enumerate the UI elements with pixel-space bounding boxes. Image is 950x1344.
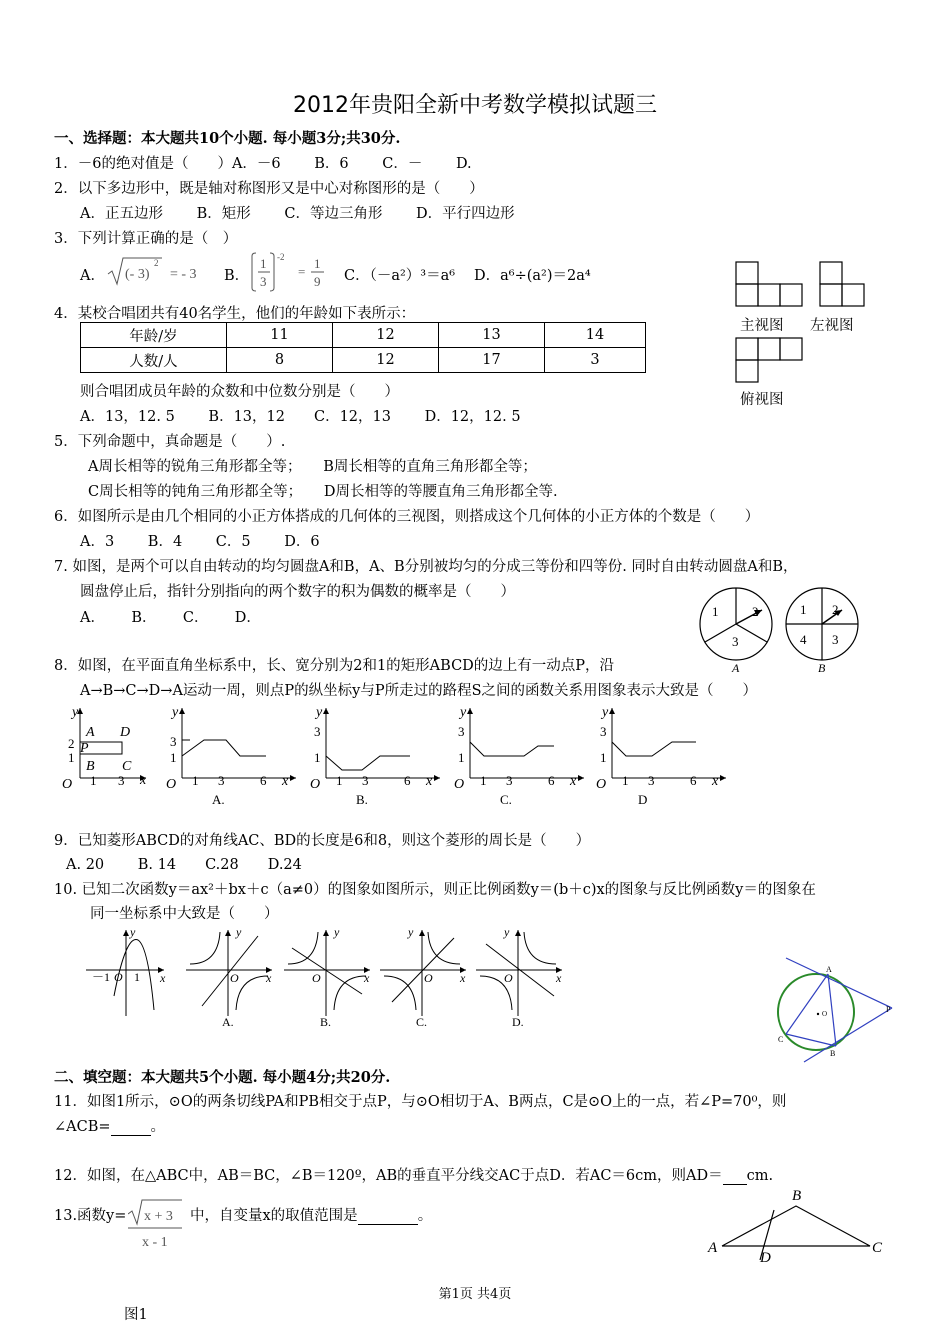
svg-text:y: y — [460, 705, 467, 720]
question-5: 5．下列命题中，真命题是（ ）. — [54, 434, 286, 450]
svg-text:6: 6 — [260, 773, 267, 788]
question-13-line — [190, 1204, 432, 1225]
q3-option-c: C．（－a²）³＝a⁶ — [344, 268, 456, 284]
front-view-label: 主视图 — [740, 318, 784, 334]
svg-text:2: 2 — [68, 736, 75, 751]
question-2-options: A．正五边形 B．矩形 C．等边三角形 D．平行四边形 — [80, 206, 515, 222]
fraction-power-formula — [248, 250, 338, 294]
svg-text:3: 3 — [362, 773, 369, 788]
question-8-line2: A→B→C→D→A运动一周，则点P的纵坐标y与P所走过的路程S之间的函数关系用图象表示大致是（ ） — [80, 683, 758, 699]
answer-blank — [723, 1168, 747, 1185]
svg-text:O: O — [454, 777, 465, 792]
question-5-options-cd: C周长相等的钝角三角形都全等； D周长相等的等腰直角三角形都全等. — [88, 484, 558, 500]
q12-end: cm. — [746, 1168, 774, 1184]
svg-text:1: 1 — [170, 750, 177, 765]
top-view-label: 俯视图 — [740, 392, 784, 408]
svg-text:A: A — [826, 965, 832, 974]
svg-text:1: 1 — [458, 750, 465, 765]
graph-option-a — [166, 705, 296, 806]
svg-text:O: O — [596, 777, 607, 792]
q13-text: 中，自变量x的取值范围是 — [190, 1208, 358, 1224]
question-11: 11．如图1所示，⊙O的两条切线PA和PB相交于点P，与⊙O相切于A、B两点，C是⊙O上的一点，若∠P=70⁰，则 — [54, 1094, 787, 1110]
svg-text:3: 3 — [506, 773, 513, 788]
svg-text:3: 3 — [314, 724, 321, 739]
graph-option-a — [186, 925, 272, 1029]
svg-text:1: 1 — [192, 773, 199, 788]
svg-text:1: 1 — [622, 773, 629, 788]
svg-text:C: C — [872, 1240, 883, 1256]
disc-b-number: 4 — [800, 632, 807, 647]
svg-text:1: 1 — [480, 773, 487, 788]
svg-text:D: D — [120, 725, 131, 740]
svg-text:1: 1 — [336, 773, 343, 788]
table-cell: 人数/人 — [81, 348, 227, 373]
table-cell: 12 — [333, 323, 439, 348]
frac-result-den: 9 — [314, 274, 321, 289]
frac-num: 1 — [260, 256, 267, 271]
svg-text:A.: A. — [212, 792, 225, 806]
svg-text:A: A — [708, 1240, 718, 1256]
svg-text:y: y — [316, 705, 323, 720]
graph-option-d — [596, 705, 726, 806]
q13-end: 。 — [417, 1208, 433, 1224]
svg-text:P: P — [886, 1005, 891, 1014]
svg-text:D.: D. — [512, 1015, 524, 1029]
graph-option-c — [380, 925, 466, 1029]
svg-text:x: x — [712, 774, 719, 789]
svg-text:A.: A. — [222, 1015, 234, 1029]
svg-text:A: A — [86, 725, 95, 740]
svg-text:1: 1 — [68, 750, 75, 765]
sqrt-formula — [106, 254, 216, 290]
svg-text:3: 3 — [118, 773, 125, 788]
question-1: 1．－6的绝对值是（ ）A．－6 B．6 C．－ D. — [54, 156, 472, 172]
table-cell: 11 — [227, 323, 333, 348]
left-view-label: 左视图 — [810, 318, 854, 334]
question-4-follow: 则合唱团成员年龄的众数和中位数分别是（ ） — [80, 384, 399, 400]
table-row — [81, 323, 646, 348]
svg-text:O: O — [62, 777, 73, 792]
answer-blank — [358, 1208, 418, 1225]
svg-text:O: O — [504, 971, 513, 985]
question-8: 8．如图，在平面直角坐标系中，长、宽分别为2和1的矩形ABCD的边上有一动点P，沿 — [54, 658, 615, 674]
svg-text:y: y — [130, 925, 136, 939]
svg-text:B: B — [792, 1188, 802, 1204]
question-12 — [54, 1164, 773, 1185]
svg-text:x: x — [160, 971, 166, 985]
table-cell: 12 — [333, 348, 439, 373]
svg-text:y: y — [172, 705, 179, 720]
q13-numerator: x + 3 — [144, 1209, 173, 1224]
svg-text:3: 3 — [458, 724, 465, 739]
svg-text:O: O — [114, 970, 123, 984]
q3-option-d: D．a⁶÷(a²)＝2a⁴ — [474, 268, 591, 284]
frac-eq: = — [298, 264, 306, 279]
svg-text:x: x — [282, 774, 289, 789]
sqrt-radicand: (- 3) — [125, 267, 150, 282]
svg-text:y: y — [236, 925, 242, 939]
graph-option-b — [284, 925, 370, 1029]
q11-end: 。 — [150, 1119, 166, 1135]
parabola-graph — [86, 925, 166, 1016]
svg-text:B.: B. — [356, 792, 368, 806]
svg-text:y: y — [602, 705, 609, 720]
question-3: 3．下列计算正确的是（ ） — [54, 231, 238, 247]
table-cell: 13 — [439, 323, 545, 348]
question-10-line2: 同一坐标系中大致是（ ） — [90, 906, 279, 922]
svg-text:B: B — [86, 759, 95, 774]
svg-text:x: x — [266, 971, 272, 985]
svg-text:O: O — [310, 777, 321, 792]
svg-text:3: 3 — [648, 773, 655, 788]
table-cell: 17 — [439, 348, 545, 373]
svg-text:1: 1 — [314, 750, 321, 765]
svg-text:1: 1 — [134, 970, 140, 984]
question-4-options: A．13，12. 5 B．13，12 C．12，13 D．12，12. 5 — [80, 409, 521, 425]
svg-text:x: x — [140, 773, 147, 788]
triangle-figure — [702, 1186, 892, 1266]
spinner-discs-figure — [696, 586, 866, 676]
question-5-options-ab: A周长相等的锐角三角形都全等； B周长相等的直角三角形都全等； — [88, 459, 537, 475]
disc-b-number: 1 — [800, 602, 807, 617]
disc-b-label: B — [818, 661, 826, 675]
svg-text:3: 3 — [170, 734, 177, 749]
disc-a-number: 2 — [752, 604, 759, 619]
q13-formula — [128, 1196, 188, 1252]
svg-text:O: O — [312, 971, 321, 985]
disc-a-number: 1 — [712, 604, 719, 619]
frac-den: 3 — [260, 274, 267, 289]
q11-text: ∠ACB= — [54, 1119, 111, 1135]
disc-a-number: 3 — [732, 634, 739, 649]
q3-option-a-label: A． — [80, 268, 105, 284]
question-9: 9．已知菱形ABCD的对角线AC、BD的长度是6和8，则这个菱形的周长是（ ） — [54, 833, 591, 849]
question-13-prefix: 13.函数y= — [54, 1208, 127, 1224]
svg-text:－1: －1 — [92, 970, 111, 984]
question-7-options: A． B． C． D． — [80, 610, 261, 626]
question-4: 4．某校合唱团共有40名学生，他们的年龄如下表所示： — [54, 306, 416, 322]
svg-text:1: 1 — [600, 750, 607, 765]
svg-text:6: 6 — [690, 773, 697, 788]
question-11-line2 — [54, 1115, 165, 1136]
question-7: 7. 如图，是两个可以自由转动的均匀圆盘A和B，A、B分别被均匀的分成三等份和四等份. 同时自由转动圆盘A和B， — [54, 559, 798, 575]
q13-denominator: x - 1 — [142, 1235, 168, 1250]
svg-text:6: 6 — [548, 773, 555, 788]
svg-text:C: C — [122, 759, 132, 774]
table-cell: 年龄/岁 — [81, 323, 227, 348]
graph-option-c — [454, 705, 584, 806]
svg-text:B.: B. — [320, 1015, 332, 1029]
svg-text:y: y — [72, 705, 79, 720]
svg-text:B: B — [830, 1049, 836, 1058]
section-2-heading: 二、填空题：本大题共5个小题. 每小题4分;共20分. — [54, 1069, 391, 1086]
table-cell: 3 — [545, 348, 646, 373]
question-7-line2: 圆盘停止后，指针分别指向的两个数字的积为偶数的概率是（ ） — [80, 584, 515, 600]
page-footer: 第1页 共4页 — [438, 1287, 512, 1302]
svg-text:x: x — [460, 971, 466, 985]
table-row — [81, 348, 646, 373]
figure-1-label: 图1 — [124, 1307, 148, 1323]
svg-text:D: D — [760, 1250, 771, 1266]
graph-option-b — [310, 705, 440, 806]
svg-text:1: 1 — [90, 773, 97, 788]
svg-text:O: O — [822, 1010, 828, 1018]
q10-graphs — [86, 924, 566, 1030]
rectangle-graph — [62, 705, 147, 792]
svg-text:6: 6 — [404, 773, 411, 788]
question-6: 6．如图所示是由几个相同的小正方体搭成的几何体的三视图，则搭成这个几何体的小正方体的个数是（ ） — [54, 509, 760, 525]
q3-option-b-label: B． — [224, 268, 250, 284]
svg-text:y: y — [408, 925, 414, 939]
section-1-heading: 一、选择题：本大题共10个小题. 每小题3分;共30分. — [54, 130, 401, 147]
svg-text:P: P — [80, 741, 89, 756]
graph-option-d — [476, 925, 562, 1029]
frac-exp: -2 — [277, 252, 285, 262]
svg-text:x: x — [570, 774, 577, 789]
svg-text:x: x — [556, 971, 562, 985]
svg-text:y: y — [334, 925, 340, 939]
svg-text:O: O — [424, 971, 433, 985]
question-9-options: A. 20 B. 14 C.28 D.24 — [66, 857, 302, 873]
svg-text:x: x — [426, 774, 433, 789]
age-table — [80, 322, 646, 373]
disc-b-number: 2 — [832, 602, 839, 617]
disc-b-number: 3 — [832, 632, 839, 647]
svg-text:3: 3 — [600, 724, 607, 739]
question-10: 10. 已知二次函数y＝ax²＋bx＋c（a≠0）的图象如图所示，则正比例函数y＝(b＋c)x的图象与反比例函数y＝的图象在 — [54, 882, 816, 898]
answer-blank — [111, 1119, 151, 1136]
disc-a-label: A — [732, 661, 740, 675]
table-cell: 8 — [227, 348, 333, 373]
svg-text:x: x — [364, 971, 370, 985]
question-6-options: A．3 B．4 C．5 D．6 — [80, 534, 320, 550]
q8-graphs — [56, 700, 736, 806]
svg-text:3: 3 — [218, 773, 225, 788]
svg-text:C.: C. — [416, 1015, 428, 1029]
sqrt-result: = - 3 — [170, 267, 197, 282]
svg-text:C: C — [778, 1035, 784, 1044]
svg-text:O: O — [230, 971, 239, 985]
q12-text: 12．如图，在△ABC中，AB＝BC，∠B＝120º，AB的垂直平分线交AC于点D．若AC＝6cm，则AD＝ — [54, 1168, 723, 1184]
sqrt-exponent: 2 — [154, 258, 159, 268]
svg-text:C.: C. — [500, 792, 512, 806]
question-2: 2．以下多边形中，既是轴对称图形又是中心对称图形的是（ ） — [54, 181, 484, 197]
frac-result-num: 1 — [314, 256, 321, 271]
svg-text:D: D — [638, 792, 648, 806]
table-cell: 14 — [545, 323, 646, 348]
page-title: 2012年贵阳全新中考数学模拟试题三 — [293, 93, 657, 118]
svg-text:y: y — [504, 925, 510, 939]
svg-text:O: O — [166, 777, 177, 792]
circle-tangent-figure — [766, 950, 906, 1066]
